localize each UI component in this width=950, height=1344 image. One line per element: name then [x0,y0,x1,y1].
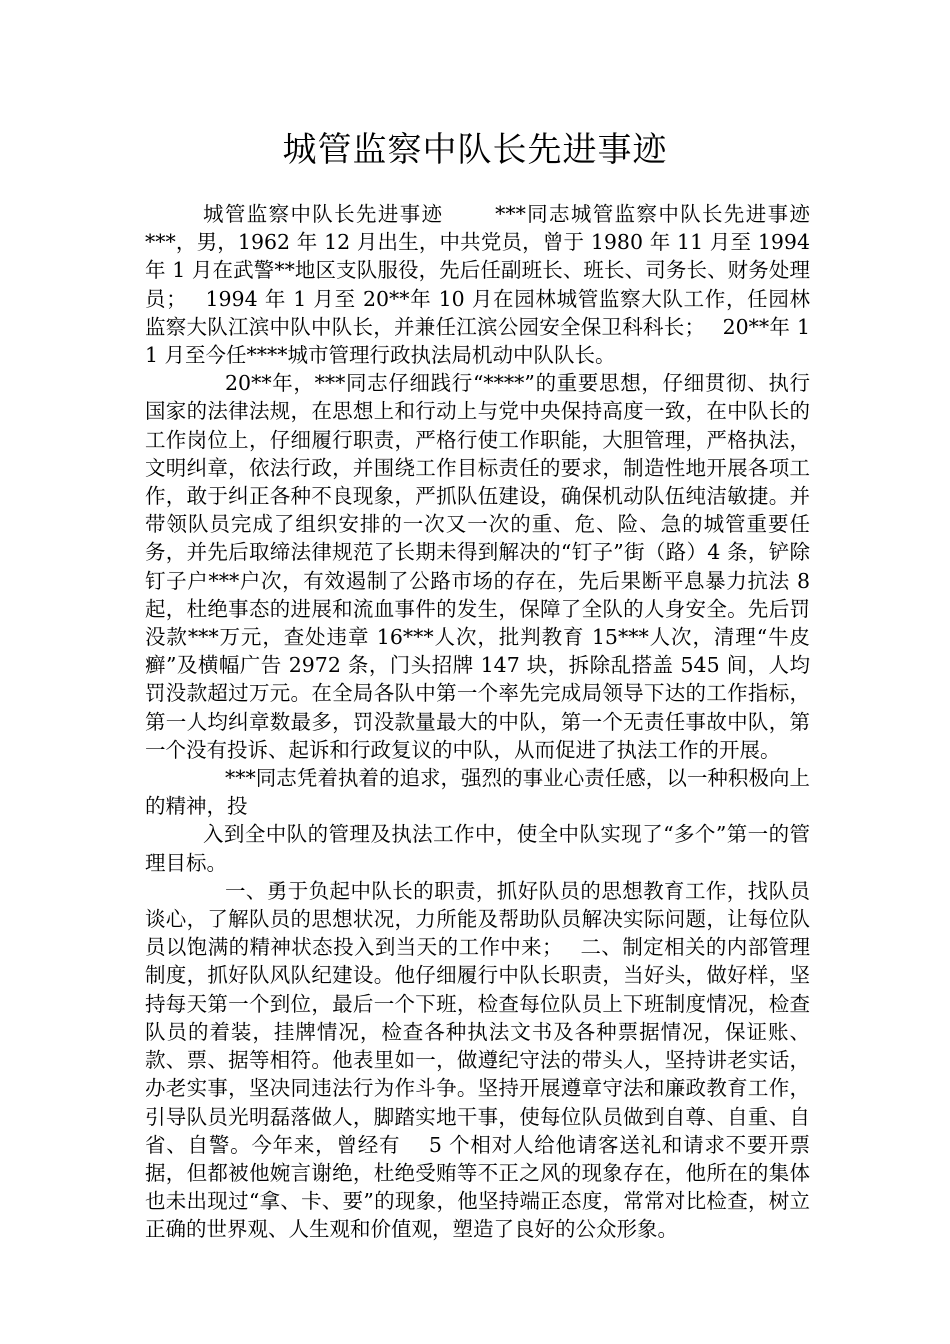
paragraph-intro: 城管监察中队长先进事迹 ***同志城管监察中队长先进事迹 ***，男，1962 年 12 月出生，中共党员，曾于 1980 年 11 月至 1994 年 1 月在武警**地区支队服役，先后任副班长、班长、司务长、财务处理员； 1994 年 1 月至 20**年 10 月在园林城管监察大队工作，任园林监察大队江滨中队中队长，并兼任江滨公园安全保卫科科长； 20**年 11 月至今任****城市管理行政执法局机动中队队长。 [145,202,838,368]
paragraph-achievements: 20**年，***同志仔细践行“****”的重要思想，仔细贯彻、执行国家的法律法规，在思想上和行动上与党中央保持高度一致，在中队长的工作岗位上，仔细履行职责，严格行使工作职能，大胆管理，严格执法，文明纠章，依法行政，并围绕工作目标责任的要求，制造性地开展各项工作，敢于纠正各种不良现象，严抓队伍建设，确保机动队伍纯洁敏捷。并带领队员完成了组织安排的一次又一次的重、危、险、急的城管重要任务，并先后取缔法律规范了长期未得到解决的“钉子”街（路）4 条，铲除钉子户***户次，有效遏制了公路市场的存在，先后果断平息暴力抗法 8 起，杜绝事态的进展和流血事件的发生，保障了全队的人身安全。先后罚没款***万元，查处违章 16***人次，批判教育 15***人次，清理“牛皮癣”及横幅广告 2972 条，门头招牌 147 块，拆除乱搭盖 545 间，人均罚没款超过万元。在全局各队中第一个率先完成局领导下达的工作指标，第一人均纠章数最多，罚没款量最大的中队，第一个无责任事故中队，第一个没有投诉、起诉和行政复议的中队，从而促进了执法工作的开展。 [145,371,810,762]
paragraph-spirit: ***同志凭着执着的追求，强烈的事业心责任感，以一种积极向上的精神，投 [145,766,810,819]
paragraph-spirit-continued: 入到全中队的管理及执法工作中，使全中队实现了“多个”第一的管理目标。 [145,822,810,875]
paragraph-management: 一、勇于负起中队长的职责，抓好队员的思想教育工作，找队员谈心，了解队员的思想状况，力所能及帮助队员解决实际问题，让每位队员以饱满的精神状态投入到当天的工作中来； 二、制定相关的内部管理制度，抓好队风队纪建设。他仔细履行中队长职责，当好头，做好样，坚持每天第一个到位，最后一个下班，检查每位队员上下班制度情况，检查队员的着装，挂牌情况，检查各种执法文书及各种票据情况，保证账、款、票、据等相符。他表里如一，做遵纪守法的带头人，坚持讲老实话，办老实事，坚决同违法行为作斗争。坚持开展遵章守法和廉政教育工作，引导队员光明磊落做人，脚踏实地干事，使每位队员做到自尊、自重、自省、自警。今年来，曾经有 5 个相对人给他请客送礼和请求不要开票据，但都被他婉言谢绝，杜绝受贿等不正之风的现象存在，他所在的集体也未出现过“拿、卡、要”的现象，他坚持端正态度，常常对比检查，树立正确的世界观、人生观和价值观，塑造了良好的公众形象。 [145,878,810,1242]
document-body [145,200,838,1244]
document-title: 城管监察中队长先进事迹 [282,130,668,170]
